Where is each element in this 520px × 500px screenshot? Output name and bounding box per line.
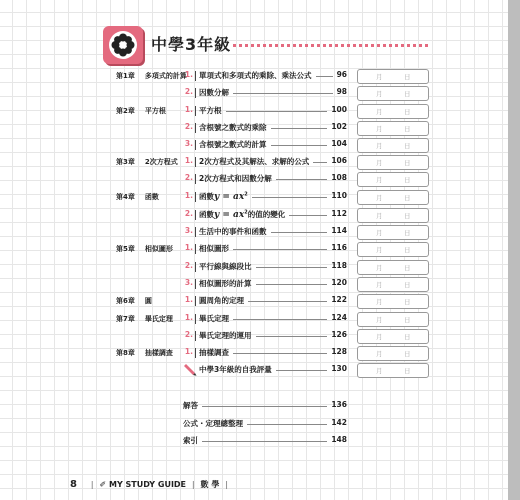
chapter-5: 第5章 相似圖形 [116,245,173,253]
toc-entry[interactable]: 2. 函數$y = ax^2$的值的變化 112 [184,209,347,220]
toc-entry[interactable]: 2. 平行線與線段比 118 [184,261,347,271]
date-box[interactable]: 月 日 [357,104,429,119]
guide-title: MY STUDY GUIDE [108,480,187,489]
flower-badge [103,26,143,64]
toc-entry[interactable]: 2. 2次方程式和因數分解 108 [184,173,347,183]
date-box[interactable]: 月 日 [357,172,429,187]
toc-entry[interactable]: 2. 因數分解 98 [184,87,347,97]
date-box[interactable]: 月 日 [357,190,429,205]
page-spine-edge [508,0,520,500]
toc-entry-self-assessment[interactable]: 中學3年級的自我評量 130 [183,364,347,376]
toc-entry[interactable]: 1. 函數$y = ax^2$ 110 [184,191,347,202]
toc-entry[interactable]: 2. 畢氏定理的運用 126 [184,330,347,340]
date-box[interactable]: 月 日 [357,294,429,309]
toc-entry[interactable]: 2. 含根號之數式的乘除 102 [184,122,347,132]
chapter-1: 第1章 多項式的計算 [116,72,187,80]
chapter-2: 第2章 平方根 [116,107,166,115]
appendix-index[interactable]: 索引 148 [183,435,347,445]
date-box[interactable]: 月 日 [357,121,429,136]
appendix-answers[interactable]: 解答 136 [183,400,347,410]
page-title: 中學3年級 [151,35,232,54]
appendix-formulas[interactable]: 公式・定理總整理 142 [183,418,347,428]
date-box[interactable]: 月 日 [357,363,429,378]
date-box[interactable]: 月 日 [357,208,429,223]
toc-entry[interactable]: 1. 抽樣調查 128 [184,347,347,357]
toc-entry[interactable]: 1. 圓周角的定理 122 [184,295,347,305]
date-box[interactable]: 月 日 [357,329,429,344]
toc-entry[interactable]: 3. 生活中的事件和函數 114 [184,226,347,236]
chapter-8: 第8章 抽樣調查 [116,349,173,357]
toc-entry[interactable]: 3. 含根號之數式的計算 104 [184,139,347,149]
page-header [103,26,433,66]
toc-entry[interactable]: 1. 2次方程式及其解法、求解的公式 106 [184,156,347,166]
subject-label: 數 學 [200,480,220,489]
chapter-3: 第3章 2次方程式 [116,158,178,166]
toc-entry[interactable]: 3. 相似圖形的計算 120 [184,278,347,288]
date-box[interactable]: 月 日 [357,277,429,292]
date-box[interactable]: 月 日 [357,225,429,240]
date-box[interactable]: 月 日 [357,138,429,153]
date-box[interactable]: 月 日 [357,312,429,327]
date-box[interactable]: 月 日 [357,86,429,101]
chapter-6: 第6章 圓 [116,297,152,305]
toc-entry[interactable]: 1. 單項式和多項式的乘除、乘法公式 96 [184,70,347,80]
chapter-4: 第4章 函數 [116,193,159,201]
pencil-icon [183,364,197,376]
toc-entry[interactable]: 1. 相似圖形 116 [184,243,347,253]
date-box[interactable]: 月 日 [357,260,429,275]
date-box[interactable]: 月 日 [357,242,429,257]
date-box[interactable]: 月 日 [357,69,429,84]
chapter-7: 第7章 畢氏定理 [116,315,173,323]
dotted-rule [233,44,428,47]
book-icon: ✐ [99,480,107,489]
flower-icon [108,30,138,60]
date-box[interactable]: 月 日 [357,346,429,361]
page-footer: 8 | ✐ MY STUDY GUIDE | 數 學 | [70,479,229,490]
toc-entry[interactable]: 1. 平方根 100 [184,105,347,115]
page-number: 8 [70,479,77,490]
date-box[interactable]: 月 日 [357,155,429,170]
toc-entry[interactable]: 1. 畢氏定理 124 [184,313,347,323]
